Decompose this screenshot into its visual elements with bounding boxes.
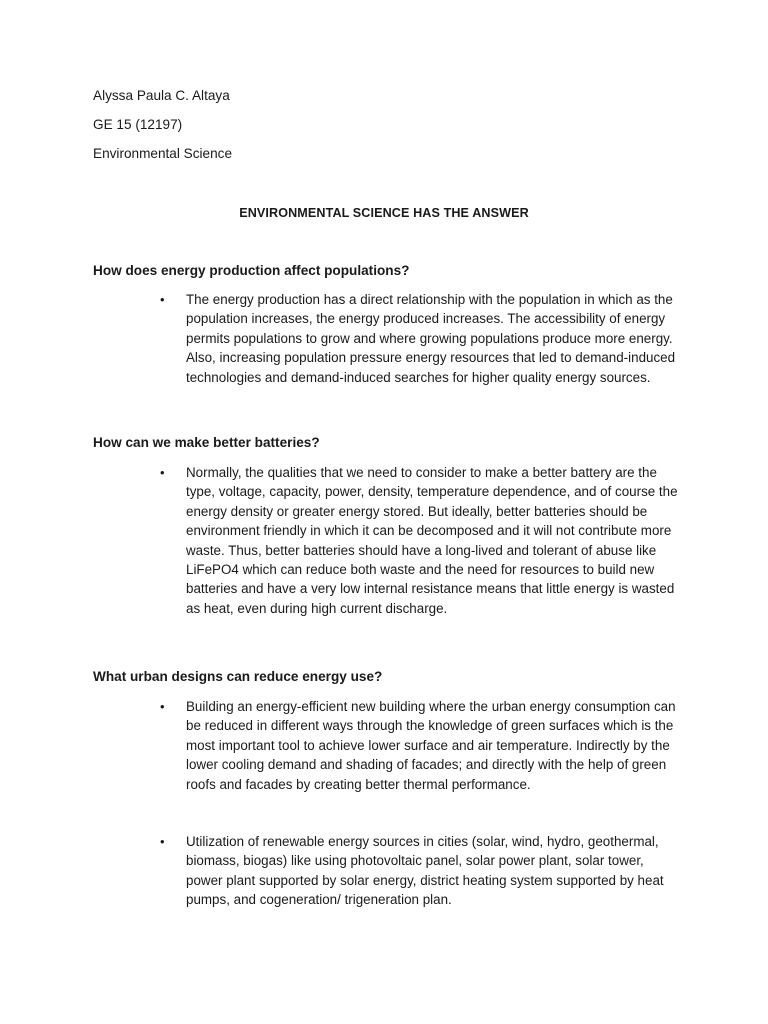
author-name: Alyssa Paula C. Altaya [93,88,230,103]
question-urban-designs: What urban designs can reduce energy use? [93,669,383,684]
answer-urban-designs-buildings: Building an energy-efficient new building where the urban energy consumption can be reduced in different ways through the knowledge of green surfaces which is the most important tool to achieve lower surface and air temperature. Indirectly by the lower cooling demand and shading of facades; and directly with the help of green roofs and facades by creating better thermal performance. [186,699,676,792]
answer-better-batteries: Normally, the qualities that we need to consider to make a better battery are the type, voltage, capacity, power, density, temperature dependence, and of course the energy density or greater energy stored. But ideally, better batteries should be environment friendly in which it can be decomposed and it will not contribute more waste. Thus, better batteries should have a long-lived and tolerant of abuse like LiFePO4 which can reduce both waste and the need for resources to build new batteries and have a very low internal resistance means that little energy is wasted as heat, even during high current discharge. [186,465,678,616]
answer-energy-production: The energy production has a direct relationship with the population in which as the population increases, the energy produced increases. The accessibility of energy permits populations to grow and where growing populations produce more energy. Also, increasing population pressure energy resources that led to demand-induced technologies and demand-induced searches for higher quality energy sources. [186,292,676,385]
bullet-icon: • [160,699,165,714]
bullet-icon: • [160,834,165,849]
course-code: GE 15 (12197) [93,117,183,132]
document-title: ENVIRONMENTAL SCIENCE HAS THE ANSWER [239,206,529,220]
bullet-icon: • [160,292,165,307]
answer-urban-designs-renewables: Utilization of renewable energy sources in cities (solar, wind, hydro, geothermal, biomass, biogas) like using photovoltaic panel, solar power plant, solar tower, power plant supported by solar energy, district heating system supported by heat pumps, and cogeneration/ trigeneration plan. [186,834,664,908]
question-better-batteries: How can we make better batteries? [93,435,320,450]
bullet-icon: • [160,465,165,480]
question-energy-production: How does energy production affect populations? [93,263,410,278]
subject-name: Environmental Science [93,146,233,161]
